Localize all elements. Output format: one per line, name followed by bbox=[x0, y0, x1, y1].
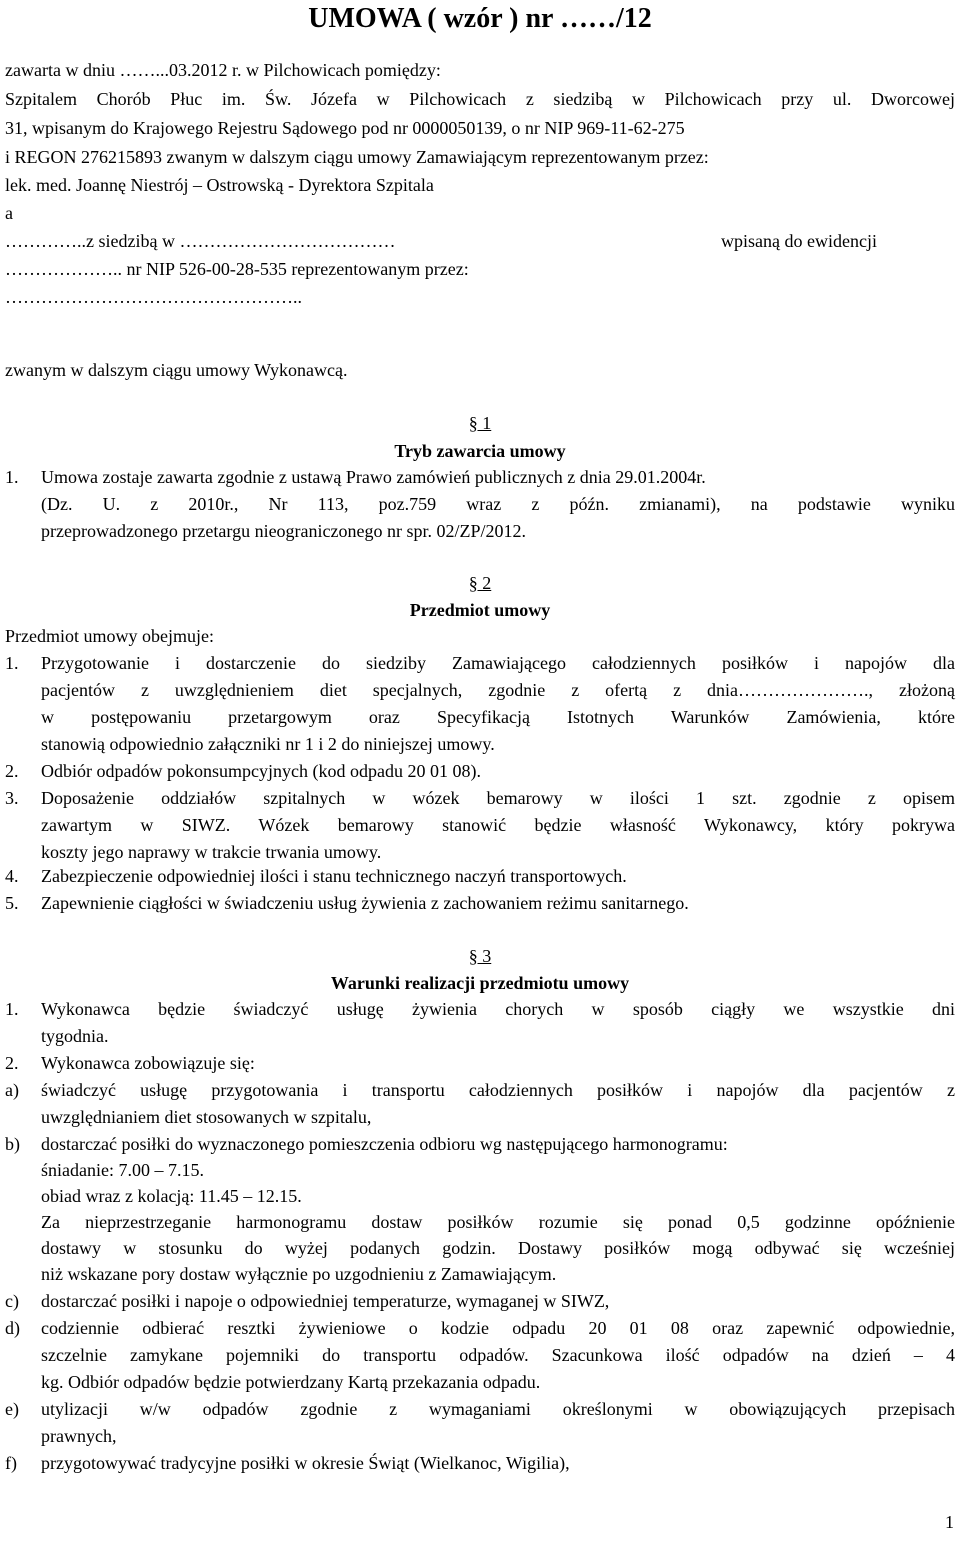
s3-item-e-line-1: utylizacji w/w odpadów zgodnie z wymaganiami określonymi w obowiązujących przepisach bbox=[41, 1399, 955, 1419]
s3-item-a-line-2: uwzględnianiem diet stosowanych w szpitalu, bbox=[41, 1107, 372, 1127]
s3-item-f-line-1: przygotowywać tradycyjne posiłki w okresie Świąt (Wielkanoc, Wigilia), bbox=[41, 1453, 570, 1473]
s2-item-3-line-2: zawartym w SIWZ. Wózek bemarowy stanowić będzie własność Wykonawcy, który pokrywa bbox=[41, 815, 955, 835]
s3-item-b-line-1: dostarczać posiłki do wyznaczonego pomieszczenia odbioru wg następującego harmonogramu: bbox=[41, 1134, 728, 1154]
s2-lead: Przedmiot umowy obejmuje: bbox=[5, 626, 214, 646]
s2-item-5-number: 5. bbox=[5, 893, 19, 913]
s3-item-1-line-1: Wykonawca będzie świadczyć usługę żywienia chorych w sposób ciągły we wszystkie dni bbox=[41, 999, 955, 1019]
s2-item-1-number: 1. bbox=[5, 653, 19, 673]
s2-item-1-line-4: stanowią odpowiednio załączniki nr 1 i 2 do niniejszej umowy. bbox=[41, 734, 495, 754]
intro-contractor-rep-line: ………………………………………….. bbox=[5, 287, 302, 307]
s2-item-3-number: 3. bbox=[5, 788, 19, 808]
document-title: UMOWA ( wzór ) nr ……/12 bbox=[308, 3, 652, 34]
s3-item-e-letter: e) bbox=[5, 1399, 19, 1419]
s3-item-b-line-6: niż wskazane pory dostaw wyłącznie po uzgodnieniu z Zamawiającym. bbox=[41, 1264, 557, 1284]
s3-item-1-line-2: tygodnia. bbox=[41, 1026, 109, 1046]
s1-item-1-line-2: (Dz. U. z 2010r., Nr 113, poz.759 wraz z późn. zmianami), na podstawie wyniku bbox=[41, 494, 955, 514]
section-3-heading: Warunki realizacji przedmiotu umowy bbox=[330, 973, 630, 993]
s3-item-c-letter: c) bbox=[5, 1291, 19, 1311]
intro-contractor-register-text: wpisaną do ewidencji bbox=[721, 231, 877, 251]
s2-item-5-line-1: Zapewnienie ciągłości w świadczeniu usług żywienia z zachowaniem reżimu sanitarnego. bbox=[41, 893, 689, 913]
s3-item-2-number: 2. bbox=[5, 1053, 19, 1073]
s2-item-1-line-2: pacjentów z uwzględnieniem diet specjalnych, zgodnie z ofertą z dnia…………………., złożoną bbox=[41, 680, 955, 700]
intro-and-line: a bbox=[5, 203, 13, 223]
s2-item-4-line-1: Zabezpieczenie odpowiedniej ilości i stanu technicznego naczyń transportowych. bbox=[41, 866, 627, 886]
intro-contractor-name-line: zwanym w dalszym ciągu umowy Wykonawcą. bbox=[5, 360, 348, 380]
s2-item-1-line-1: Przygotowanie i dostarczenie do siedziby Zamawiającego całodziennych posiłków i napojów dla bbox=[41, 653, 955, 673]
section-1-number: § 1 bbox=[468, 413, 492, 433]
intro-representative-line: lek. med. Joannę Niestrój – Ostrowską - Dyrektora Szpitala bbox=[5, 175, 434, 195]
s3-item-b-lunch: obiad wraz z kolacją: 11.45 – 12.15. bbox=[41, 1186, 302, 1206]
s3-item-b-breakfast: śniadanie: 7.00 – 7.15. bbox=[41, 1160, 204, 1180]
s1-item-1-line-3: przeprowadzonego przetargu nieograniczonego nr spr. 02/ZP/2012. bbox=[41, 521, 527, 541]
section-1-heading: Tryb zawarcia umowy bbox=[394, 441, 566, 461]
s2-item-1-line-3: w postępowaniu przetargowym oraz Specyfikacją Istotnych Warunków Zamówienia, które bbox=[41, 707, 955, 727]
s3-item-d-line-3: kg. Odbiór odpadów będzie potwierdzany Kartą przekazania odpadu. bbox=[41, 1372, 541, 1392]
s2-item-4-number: 4. bbox=[5, 866, 19, 886]
intro-krs-line: 31, wpisanym do Krajowego Rejestru Sądowego pod nr 0000050139, o nr NIP 969-11-62-275 bbox=[5, 118, 685, 138]
intro-date-line: zawarta w dniu ……...03.2012 r. w Pilchowicach pomiędzy: bbox=[5, 60, 441, 80]
s3-item-b-line-5: dostawy w stosunku do wyżej podanych godzin. Dostawy posiłków mogą odbywać się wcześniej bbox=[41, 1238, 955, 1258]
s3-item-b-line-4: Za nieprzestrzeganie harmonogramu dostaw posiłków rozumie się ponad 0,5 godzinne opóźnienie bbox=[41, 1212, 955, 1232]
s3-item-d-letter: d) bbox=[5, 1318, 20, 1338]
s2-item-3-line-1: Doposażenie oddziałów szpitalnych w wózek bemarowy w ilości 1 szt. zgodnie z opisem bbox=[41, 788, 955, 808]
intro-hospital-line: Szpitalem Chorób Płuc im. Św. Józefa w Pilchowicach z siedzibą w Pilchowicach przy ul. Dworcowej bbox=[5, 89, 955, 109]
intro-regon-line: i REGON 276215893 zwanym w dalszym ciągu umowy Zamawiającym reprezentowanym przez: bbox=[5, 147, 709, 167]
section-3-number: § 3 bbox=[468, 946, 492, 966]
s3-item-e-line-2: prawnych, bbox=[41, 1426, 117, 1446]
intro-contractor-seat-line: …………..z siedzibą w ……………………………… bbox=[5, 231, 396, 251]
s2-item-2-number: 2. bbox=[5, 761, 19, 781]
s3-item-a-line-1: świadczyć usługę przygotowania i transportu całodziennych posiłków i napojów dla pacjentów z bbox=[41, 1080, 955, 1100]
s3-item-d-line-2: szczelnie zamykane pojemniki do transportu odpadów. Szacunkowa ilość odpadów na dzień – 4 bbox=[41, 1345, 955, 1365]
page-number: 1 bbox=[945, 1512, 954, 1532]
s1-item-1-line-1: Umowa zostaje zawarta zgodnie z ustawą Prawo zamówień publicznych z dnia 29.01.2004r. bbox=[41, 467, 706, 487]
s3-item-d-line-1: codziennie odbierać resztki żywieniowe o kodzie odpadu 20 01 08 oraz zapewnić odpowiednie, bbox=[41, 1318, 955, 1338]
section-2-number: § 2 bbox=[468, 573, 492, 593]
s3-item-c-line-1: dostarczać posiłki i napoje o odpowiedniej temperaturze, wymaganej w SIWZ, bbox=[41, 1291, 610, 1311]
s2-item-3-line-3: koszty jego naprawy w trakcie trwania umowy. bbox=[41, 842, 382, 862]
s3-item-b-letter: b) bbox=[5, 1134, 20, 1154]
s3-item-2-line-1: Wykonawca zobowiązuje się: bbox=[41, 1053, 255, 1073]
section-2-heading: Przedmiot umowy bbox=[409, 600, 551, 620]
intro-contractor-nip-line: ……………….. nr NIP 526-00-28-535 reprezentowanym przez: bbox=[5, 259, 469, 279]
s3-item-1-number: 1. bbox=[5, 999, 19, 1019]
s1-item-1-number: 1. bbox=[5, 467, 19, 487]
s3-item-f-letter: f) bbox=[5, 1453, 17, 1473]
s3-item-a-letter: a) bbox=[5, 1080, 19, 1100]
s2-item-2-line-1: Odbiór odpadów pokonsumpcyjnych (kod odpadu 20 01 08). bbox=[41, 761, 481, 781]
